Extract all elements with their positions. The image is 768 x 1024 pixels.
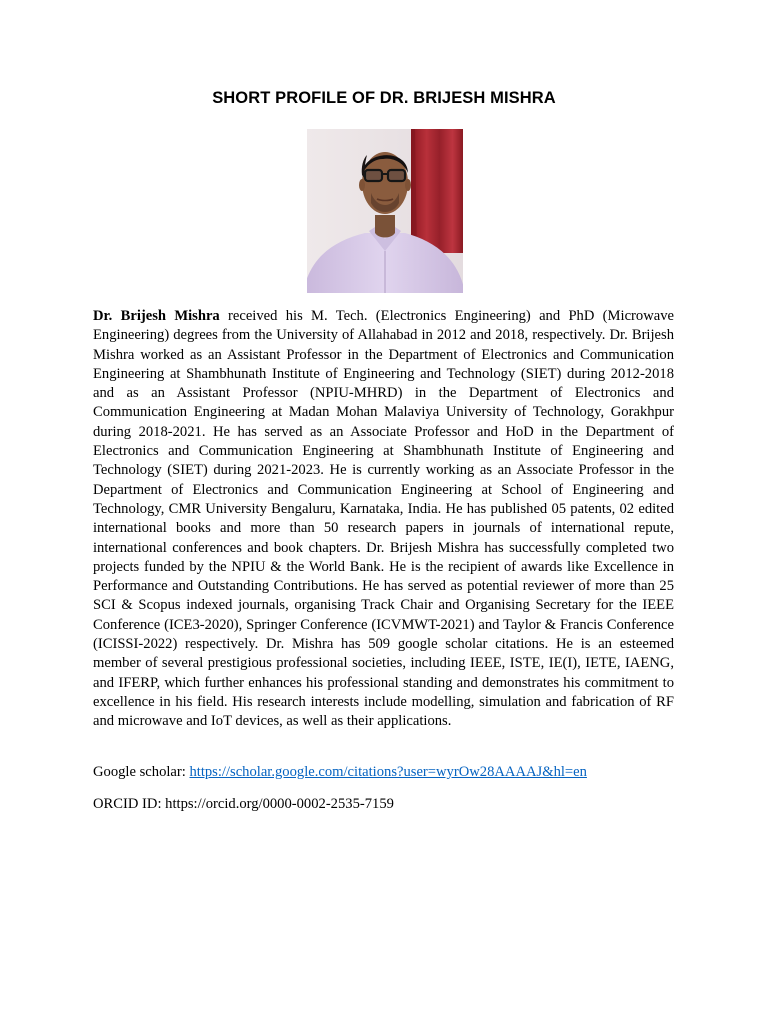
bio-name: Dr. Brijesh Mishra bbox=[93, 308, 220, 324]
profile-photo bbox=[307, 129, 463, 293]
bio-paragraph bbox=[93, 307, 674, 732]
google-scholar-link[interactable]: https://scholar.google.com/citations?user=wyrOw28AAAAJ&hl=en bbox=[189, 764, 587, 780]
bio-text: received his M. Tech. (Electronics Engineering) and PhD (Microwave Engineering) degrees from the University of Allahabad in 2012 and 2018, respectively. Dr. Brijesh Mishra worked as an Assistant Professor in the Department of Electronics and Communication Engineering at Shambhunath Institute of Engineering and Technology (SIET) during 2012-2018 and as an Assistant Professor (NPIU-MHRD) in the Department of Electronics and Communication Engineering at Madan Mohan Malaviya University of Technology, Gorakhpur during 2018-2021. He has served as an Associate Professor and HoD in the Department of Electronics and Communication Engineering at Shambhunath Institute of Engineering and Technology (SIET) during 2021-2023. He is currently working as an Associate Professor in the Department of Electronics and Communication Engineering at School of Engineering and Technology, CMR University Bengaluru, Karnataka, India. He has published 05 patents, 02 edited international books and more than 50 research papers in journals of international repute, international conferences and book chapters. Dr. Brijesh Mishra has successfully completed two projects funded by the NPIU & the World Bank. He is the recipient of awards like Excellence in Performance and Outstanding Contributions. He has served as potential reviewer of more than 25 SCI & Scopus indexed journals, organising Track Chair and Organising Secretary for the IEEE Conference (ICE3-2020), Springer Conference (ICVMWT-2021) and Taylor & Francis Conference (ICISSI-2022) respectively. Dr. Mishra has 509 google scholar citations. He is an esteemed member of several prestigious professional societies, including IEEE, ISTE, IE(I), IETE, IAENG, and IFERP, which further enhances his professional standing and demonstrates his commitment to excellence in his field. His research interests include modelling, simulation and fabrication of RF and microwave and IoT devices, as well as their applications. bbox=[93, 308, 675, 730]
google-scholar-label: Google scholar: bbox=[93, 764, 190, 780]
page-title: SHORT PROFILE OF DR. BRIJESH MISHRA bbox=[212, 89, 556, 107]
orcid-line: ORCID ID: https://orcid.org/0000-0002-2535-7159 bbox=[93, 796, 394, 812]
google-scholar-line bbox=[93, 763, 693, 782]
